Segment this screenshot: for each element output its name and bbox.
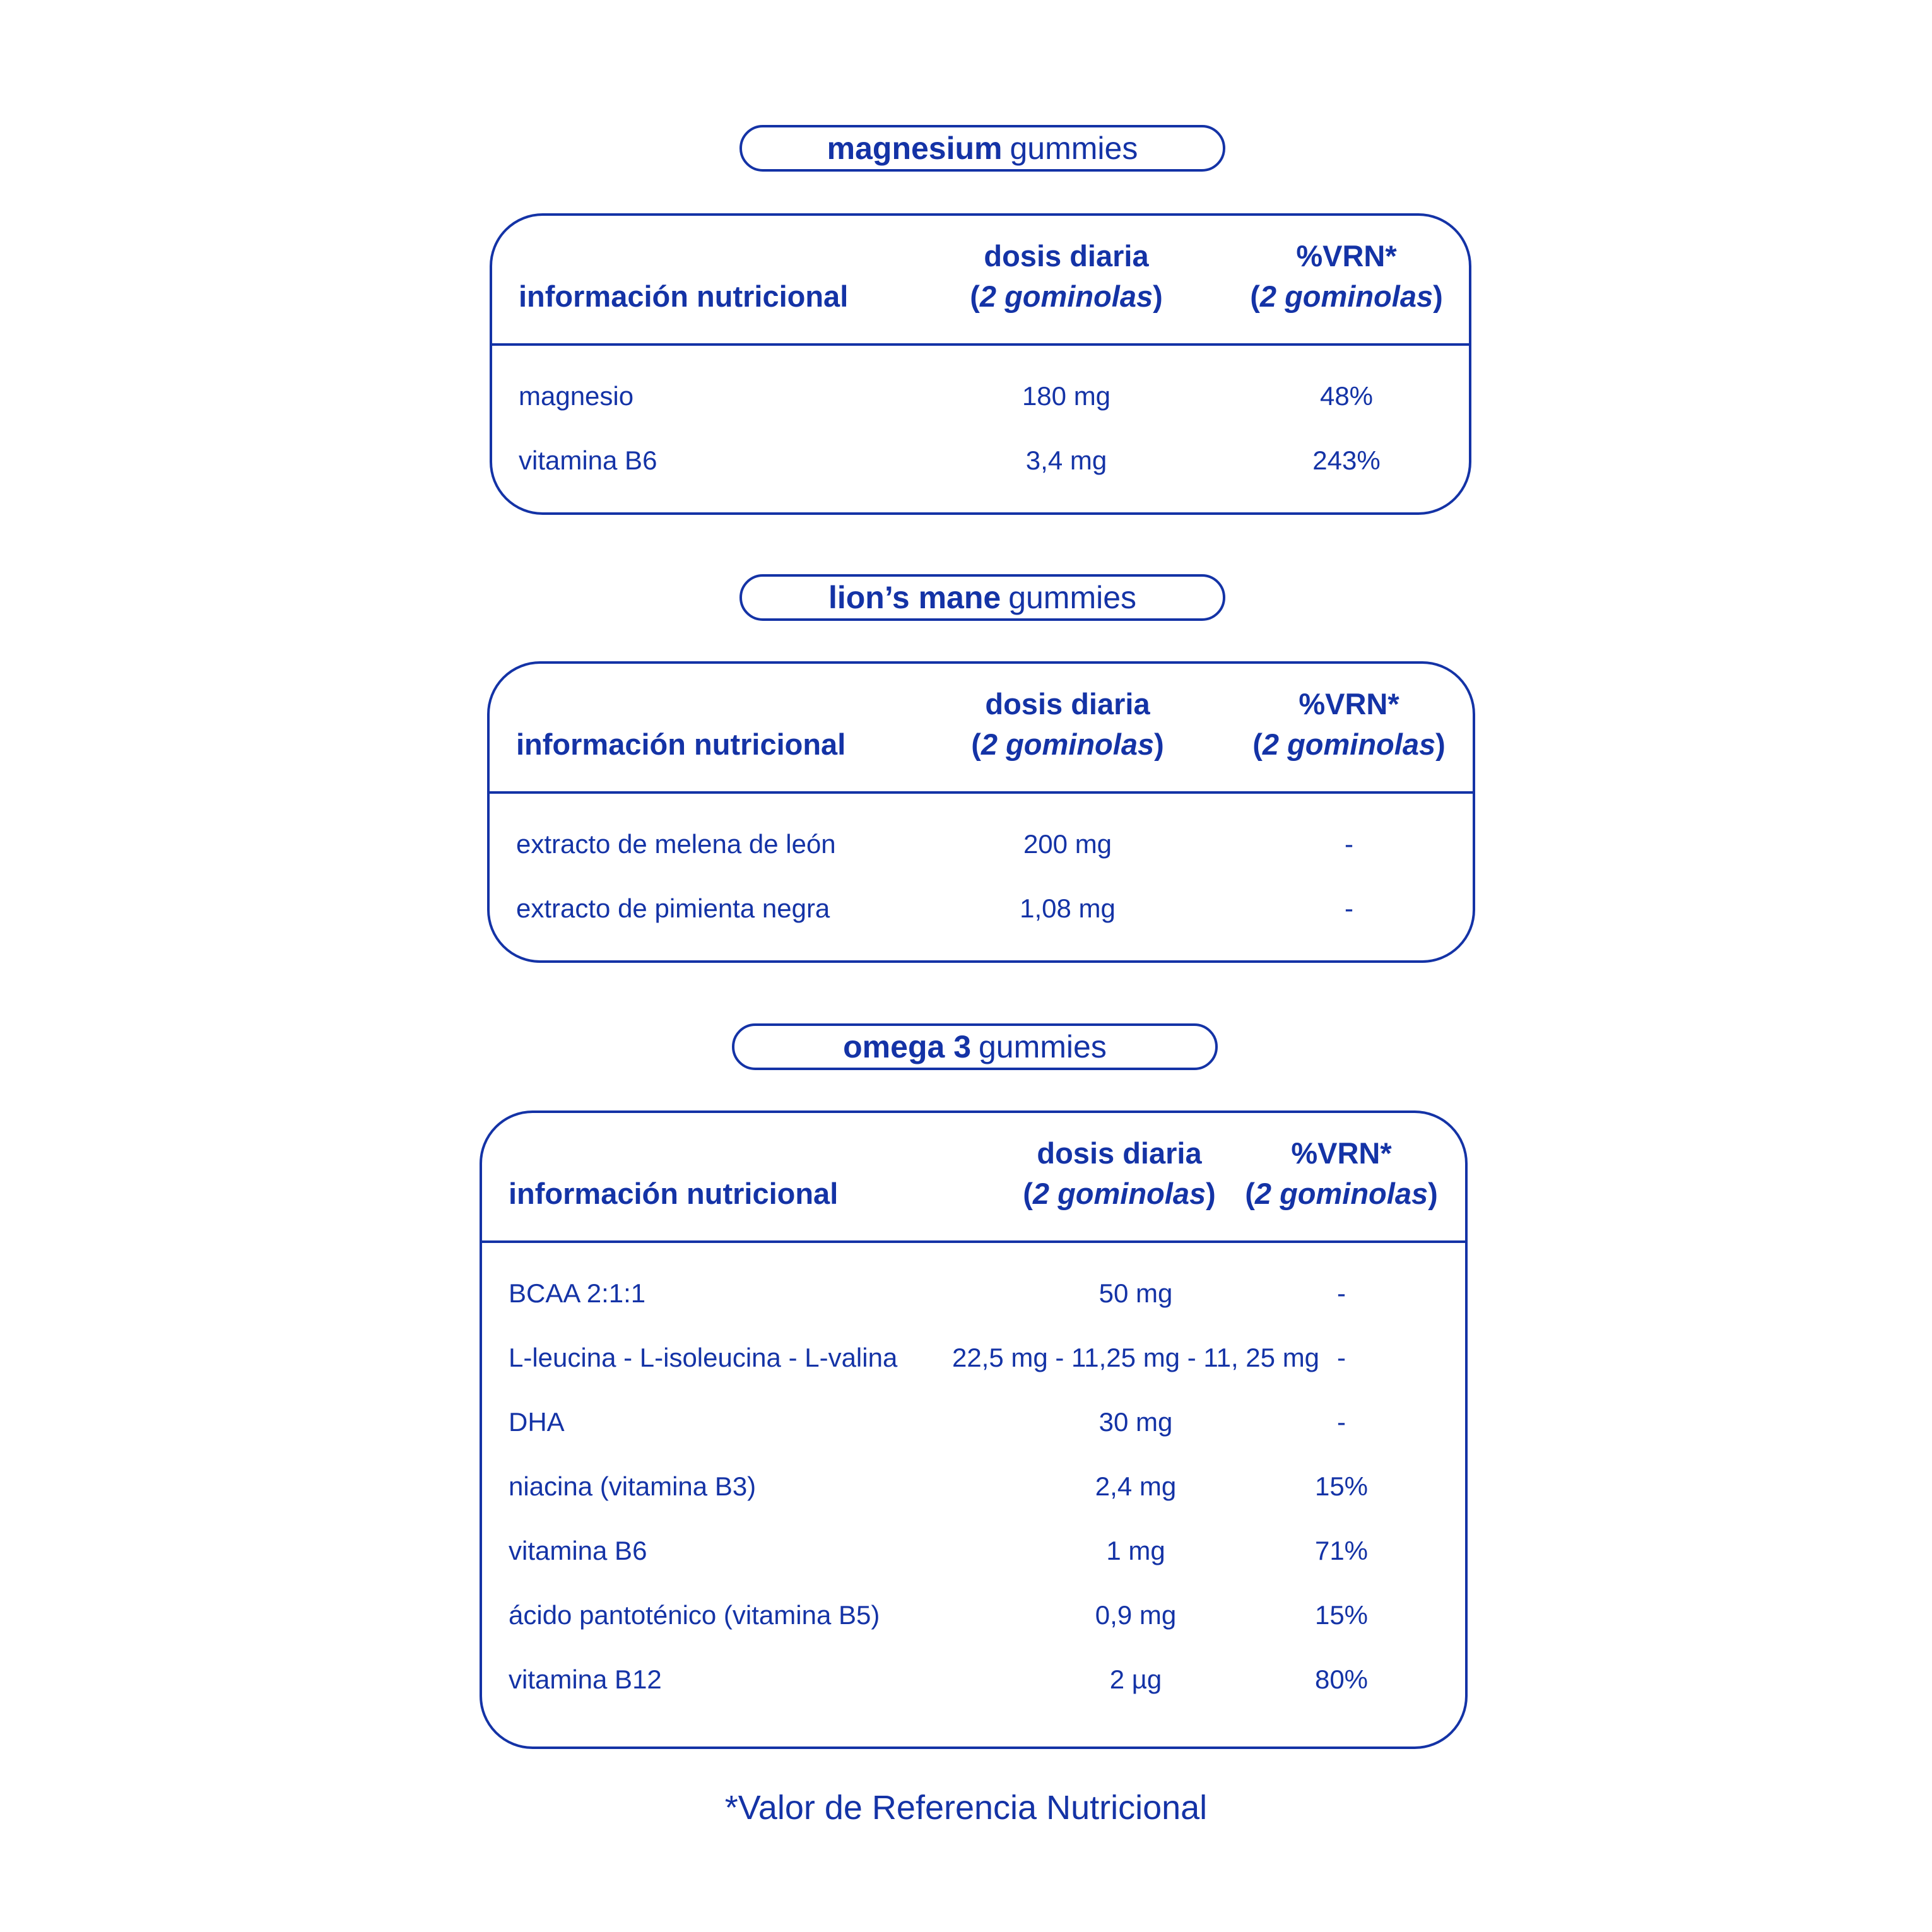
- section-title-omega-3: [732, 1023, 1218, 1070]
- nutrient-dose: 22,5 mg - 11,25 mg - 11, 25 mg: [951, 1343, 1320, 1372]
- table-row: [482, 1596, 1465, 1634]
- table-row: [482, 1468, 1465, 1505]
- nutrient-dose: 200 mg: [1023, 829, 1112, 859]
- header-dose: [971, 684, 1164, 765]
- table-row: [492, 442, 1469, 480]
- header-dose-sub: (2 gominolas): [970, 280, 1163, 313]
- header-dose-sub-text: 2 gominolas: [1032, 1177, 1206, 1210]
- header-vrn-title: %VRN*: [1296, 239, 1397, 273]
- header-vrn: [1252, 684, 1446, 765]
- nutrient-vrn: -: [1337, 1343, 1346, 1372]
- header-dose-title: dosis diaria: [985, 687, 1150, 721]
- nutrient-dose: 3,4 mg: [1025, 445, 1107, 475]
- header-dose-sub-text: 2 gominolas: [981, 727, 1155, 761]
- nutrient-vrn: 15%: [1314, 1471, 1369, 1501]
- header-vrn-title: %VRN*: [1291, 1136, 1392, 1170]
- table-row: [490, 890, 1473, 928]
- nutrient-name: BCAA 2:1:1: [509, 1278, 646, 1308]
- section-title-light: gummies: [1008, 580, 1137, 615]
- nutrient-name: vitamina B6: [509, 1536, 647, 1565]
- nutrient-name: niacina (vitamina B3): [509, 1471, 757, 1501]
- nutrient-dose: 2 µg: [1109, 1664, 1162, 1694]
- nutrient-dose: 30 mg: [1099, 1407, 1173, 1437]
- table-header: [490, 664, 1473, 794]
- header-dose: [970, 236, 1163, 317]
- header-vrn-sub: (2 gominolas): [1250, 280, 1443, 313]
- nutrient-vrn: -: [1345, 829, 1353, 859]
- section-title-bold: magnesium: [827, 131, 1003, 166]
- table-row: [482, 1275, 1465, 1312]
- header-vrn-sub: (2 gominolas): [1245, 1177, 1438, 1210]
- section-title-light: gummies: [979, 1029, 1107, 1064]
- nutrient-dose: 180 mg: [1022, 381, 1111, 411]
- table-header: [482, 1113, 1465, 1243]
- nutrient-name: DHA: [509, 1407, 565, 1437]
- header-vrn-sub: (2 gominolas): [1252, 727, 1446, 761]
- nutrient-vrn: 48%: [1319, 381, 1374, 411]
- nutrient-name: ácido pantoténico (vitamina B5): [509, 1600, 880, 1630]
- section-title-magnesium: [739, 125, 1225, 172]
- nutrient-name: extracto de melena de león: [516, 829, 836, 859]
- header-info: información nutricional: [519, 280, 849, 313]
- header-dose-title: dosis diaria: [1037, 1136, 1202, 1170]
- nutrient-name: extracto de pimienta negra: [516, 893, 830, 923]
- nutrient-dose: 2,4 mg: [1095, 1471, 1177, 1501]
- header-vrn-sub-text: 2 gominolas: [1259, 280, 1434, 313]
- nutrient-dose: 0,9 mg: [1095, 1600, 1177, 1630]
- nutrition-table-lions-mane: [487, 661, 1475, 963]
- header-dose-sub: (2 gominolas): [971, 727, 1164, 761]
- nutrient-vrn: 71%: [1314, 1536, 1369, 1565]
- table-header: [492, 216, 1469, 346]
- nutrient-dose: 50 mg: [1099, 1278, 1173, 1308]
- header-dose-title: dosis diaria: [984, 239, 1149, 273]
- header-vrn: [1245, 1133, 1438, 1214]
- nutrient-name: vitamina B6: [519, 445, 657, 475]
- nutrient-vrn: 15%: [1314, 1600, 1369, 1630]
- table-row: [492, 377, 1469, 415]
- nutrient-dose: 1,08 mg: [1020, 893, 1116, 923]
- nutrient-name: vitamina B12: [509, 1664, 662, 1694]
- header-info: información nutricional: [509, 1177, 839, 1210]
- table-row: [482, 1532, 1465, 1570]
- table-row: [482, 1339, 1465, 1377]
- nutrient-vrn: -: [1337, 1278, 1346, 1308]
- header-vrn-title: %VRN*: [1299, 687, 1399, 721]
- nutrition-table-magnesium: [490, 213, 1471, 515]
- footnote: *Valor de Referencia Nutricional: [724, 1789, 1208, 1827]
- nutrient-vrn: 243%: [1312, 445, 1381, 475]
- header-vrn: [1250, 236, 1443, 317]
- section-title-light: gummies: [1010, 131, 1138, 166]
- section-title-bold: omega 3: [843, 1029, 971, 1064]
- header-vrn-sub-text: 2 gominolas: [1262, 727, 1436, 761]
- table-row: [482, 1403, 1465, 1441]
- nutrient-name: L-leucina - L-isoleucina - L-valina: [509, 1343, 898, 1372]
- table-row: [490, 825, 1473, 863]
- section-title-bold: lion’s mane: [828, 580, 1001, 615]
- table-row: [482, 1661, 1465, 1699]
- header-vrn-sub-text: 2 gominolas: [1254, 1177, 1428, 1210]
- header-info: información nutricional: [516, 727, 846, 761]
- nutrition-table-omega-3: [480, 1110, 1468, 1749]
- header-dose: [1023, 1133, 1216, 1214]
- header-dose-sub: (2 gominolas): [1023, 1177, 1216, 1210]
- nutrient-vrn: -: [1337, 1407, 1346, 1437]
- nutrient-dose: 1 mg: [1106, 1536, 1165, 1565]
- nutrient-vrn: 80%: [1314, 1664, 1369, 1694]
- section-title-lions-mane: [739, 574, 1225, 621]
- nutrient-name: magnesio: [519, 381, 634, 411]
- nutrient-vrn: -: [1345, 893, 1353, 923]
- header-dose-sub-text: 2 gominolas: [979, 280, 1153, 313]
